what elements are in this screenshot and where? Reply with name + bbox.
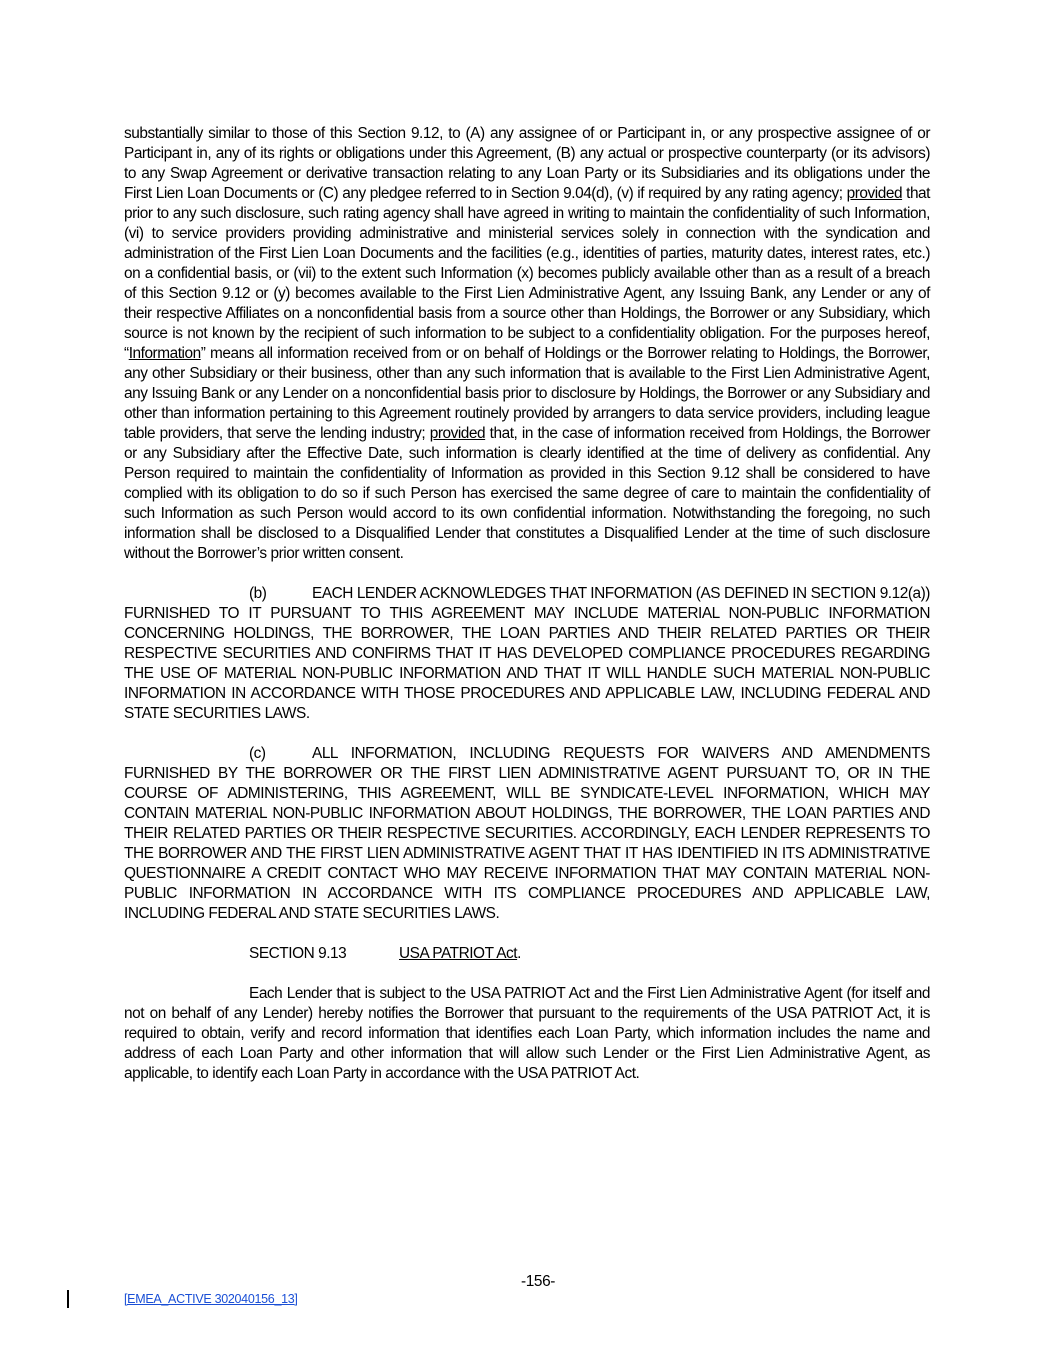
text-run: that prior to any such disclosure, such rating agency shall have agreed in writing to maintain the confidentiality of such Information, (vi) to service providers providing administrative and ministerial services solely in connection with the syndication and administration of the First Lien Loan Documents and the facilities (e.g., identities of parties, maturity dates, interest rates, etc.) on a confidential basis, or (vii) to the extent such Information (x) becomes publicly available other than as a result of a breach of this Section 9.12 or (y) becomes available to the First Lien Administrative Agent, any Issuing Bank, any Lender or any of their respective Affiliates on a nonconfidential basis from a source other than Holdings, the Borrower or any Subsidiary, which source is not known by the recipient of such information to be subject to a confidentiality obligation. For the purposes hereof, “	[124, 185, 930, 362]
section-title-text: USA PATRIOT Act	[399, 945, 518, 962]
text-run: ” means all information received from or on behalf of Holdings or the Borrower relating to Holdings, the Borrower, any other Subsidiary or their business, other than any such information that is available to the First Lien Administrative Agent, any Issuing Bank or any Lender on a nonconfidential basis prior to disclosure by Holdings, the Borrower or any Subsidiary and other than information pertaining to this Agreement routinely provided by arrangers to data service providers, including league table providers, that serve the lending industry;	[124, 345, 930, 442]
section-number: SECTION 9.13	[249, 945, 347, 962]
paragraph-label: (b)	[249, 585, 267, 602]
provided-term: provided	[429, 425, 486, 442]
provided-term: provided	[846, 185, 903, 202]
section-body: Each Lender that is subject to the USA PATRIOT Act and the First Lien Administrative Agent (for itself and not on behalf of any Lender) hereby notifies the Borrower that pursuant to the requirements of the USA PATRIOT Act, it is required to obtain, verify and record information that identifies each Loan Party, which information includes the name and address of each Loan Party and other information that will allow such Lender or the First Lien Administrative Agent, as applicable, to identify each Loan Party in accordance with the USA PATRIOT Act.	[124, 985, 930, 1082]
paragraph-c	[124, 744, 930, 924]
document-id-link[interactable]: [EMEA_ACTIVE 302040156_13]	[124, 1292, 298, 1306]
document-page	[124, 124, 930, 1084]
section-heading	[124, 944, 930, 964]
paragraph-label: (c)	[249, 745, 266, 762]
information-defined-term: Information	[128, 345, 201, 362]
text-run: substantially similar to those of this Section 9.12, to (A) any assignee of or Participant in, or any prospective assignee of or Participant in, any of its rights or obligations under this Agreement, (B) any actual or prospective counterparty (or its advisors) to any Swap Agreement or derivative transaction relating to any Loan Party or its Subsidiaries and its obligations under the First Lien Loan Documents or (C) any pledgee referred to in Section 9.04(d), (v) if required by any rating agency;	[124, 125, 930, 202]
paragraph-b	[124, 584, 930, 724]
section-title-period: .	[517, 945, 521, 962]
section-title	[399, 944, 521, 964]
paragraph-text: ALL INFORMATION, INCLUDING REQUESTS FOR WAIVERS AND AMENDMENTS FURNISHED BY THE BORROWER OR THE FIRST LIEN ADMINISTRATIVE AGENT PURSUANT TO, OR IN THE COURSE OF ADMINISTERING, THIS AGREEMENT, WILL BE SYNDICATE-LEVEL INFORMATION, WHICH MAY CONTAIN MATERIAL NON-PUBLIC INFORMATION ABOUT HOLDINGS, THE BORROWER, THE LOAN PARTIES AND THEIR RELATED PARTIES OR THEIR RESPECTIVE SECURITIES. ACCORDINGLY, EACH LENDER REPRESENTS TO THE BORROWER AND THE FIRST LIEN ADMINISTRATIVE AGENT THAT IT HAS IDENTIFIED IN ITS ADMINISTRATIVE QUESTIONNAIRE A CREDIT CONTACT WHO MAY RECEIVE INFORMATION THAT MAY CONTAIN MATERIAL NON-PUBLIC INFORMATION IN ACCORDANCE WITH ITS COMPLIANCE PROCEDURES AND APPLICABLE LAW, INCLUDING FEDERAL AND STATE SECURITIES LAWS.	[124, 745, 930, 922]
revision-bar	[67, 1290, 69, 1308]
paragraph-confidentiality-continued	[124, 124, 930, 564]
text-run: that, in the case of information received from Holdings, the Borrower or any Subsidiary after the Effective Date, such information is clearly identified at the time of delivery as confidential. Any Person required to maintain the confidentiality of Information as provided in this Section 9.12 shall be considered to have complied with its obligation to do so if such Person has exercised the same degree of care to maintain the confidentiality of such Information as such Person would accord to its own confidential information. Notwithstanding the foregoing, no such information shall be disclosed to a Disqualified Lender that constitutes a Disqualified Lender at the time of such disclosure without the Borrower’s prior written consent.	[124, 425, 930, 562]
paragraph-text: EACH LENDER ACKNOWLEDGES THAT INFORMATION (AS DEFINED IN SECTION 9.12(a)) FURNISHED TO IT PURSUANT TO THIS AGREEMENT MAY INCLUDE MATERIAL NON-PUBLIC INFORMATION CONCERNING HOLDINGS, THE BORROWER, THE LOAN PARTIES AND THEIR RELATED PARTIES OR THEIR RESPECTIVE SECURITIES AND CONFIRMS THAT IT HAS DEVELOPED COMPLIANCE PROCEDURES REGARDING THE USE OF MATERIAL NON-PUBLIC INFORMATION AND THAT IT WILL HANDLE SUCH MATERIAL NON-PUBLIC INFORMATION IN ACCORDANCE WITH THOSE PROCEDURES AND APPLICABLE LAW, INCLUDING FEDERAL AND STATE SECURITIES LAWS.	[124, 585, 930, 722]
page-number: -156-	[521, 1273, 555, 1290]
